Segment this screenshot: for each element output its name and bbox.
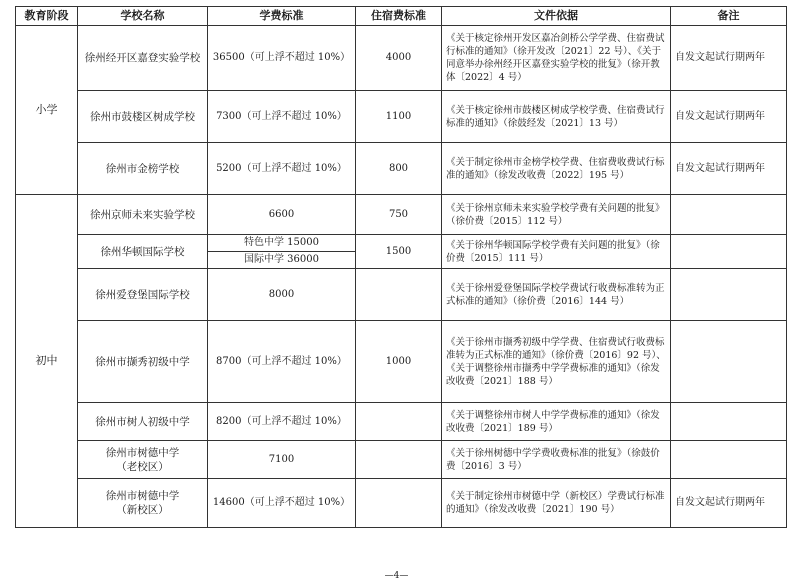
fee-table xyxy=(15,6,787,528)
note xyxy=(671,403,787,441)
header-row xyxy=(16,7,787,26)
school-name-line: 徐州市树德中学 xyxy=(105,446,180,459)
table-row xyxy=(16,403,787,441)
tuition-value: 36500（可上浮不超过 10%） xyxy=(208,26,356,91)
stage-junior: 初中 xyxy=(16,195,78,528)
note xyxy=(671,321,787,403)
header-tuition: 学费标准 xyxy=(208,7,356,26)
school-name: 徐州市撷秀初级中学 xyxy=(78,321,208,403)
dorm-fee: 1100 xyxy=(356,91,442,143)
school-name: 徐州京师未来实验学校 xyxy=(78,195,208,235)
tuition-value: 7300（可上浮不超过 10%） xyxy=(208,91,356,143)
tuition-value: 14600（可上浮不超过 10%） xyxy=(208,479,356,528)
table-row xyxy=(16,479,787,528)
tuition-value: 8000 xyxy=(208,269,356,321)
dorm-fee xyxy=(356,441,442,479)
stage-primary: 小学 xyxy=(16,26,78,195)
school-name xyxy=(78,479,208,528)
dorm-fee: 750 xyxy=(356,195,442,235)
doc-basis: 《关于徐州市撷秀初级中学学费、住宿费试行收费标准转为正式标准的通知》（徐价费〔2016〕92 号）、《关于调整徐州市撷秀中学学费标准的通知》（徐发改收费〔2021〕188 号） xyxy=(442,321,671,403)
note xyxy=(671,269,787,321)
doc-basis: 《关于徐州京师未来实验学校学费有关问题的批复》（徐价费〔2015〕112 号） xyxy=(442,195,671,235)
campus-label: （老校区） xyxy=(116,460,169,473)
doc-basis: 《关于调整徐州市树人中学学费标准的通知》（徐发改收费〔2021〕189 号） xyxy=(442,403,671,441)
header-stage: 教育阶段 xyxy=(16,7,78,26)
school-name: 徐州市树人初级中学 xyxy=(78,403,208,441)
campus-label: （新校区） xyxy=(116,504,169,516)
doc-basis: 《关于徐州华顿国际学校学费有关问题的批复》（徐价费〔2015〕111 号） xyxy=(442,235,671,269)
note xyxy=(671,441,787,479)
note xyxy=(671,195,787,235)
school-name: 徐州爱登堡国际学校 xyxy=(78,269,208,321)
doc-basis: 《关于徐州爱登堡国际学校学费试行收费标准转为正式标准的通知》（徐价费〔2016〕144 号） xyxy=(442,269,671,321)
doc-basis: 《关于制定徐州市金榜学校学费、住宿费收费试行标准的通知》（徐发改收费〔2022〕195 号） xyxy=(442,143,671,195)
note: 自发文起试行期两年 xyxy=(671,479,787,528)
header-doc: 文件依据 xyxy=(442,7,671,26)
school-name: 徐州华顿国际学校 xyxy=(78,235,208,269)
school-name xyxy=(78,441,208,479)
header-school: 学校名称 xyxy=(78,7,208,26)
header-dorm: 住宿费标准 xyxy=(356,7,442,26)
header-note: 备注 xyxy=(671,7,787,26)
table-row xyxy=(16,269,787,321)
table-row xyxy=(16,321,787,403)
dorm-fee xyxy=(356,403,442,441)
doc-basis: 《关于徐州树德中学学费收费标准的批复》（徐鼓价费〔2016〕3 号） xyxy=(442,441,671,479)
table-row xyxy=(16,441,787,479)
note: 自发文起试行期两年 xyxy=(671,26,787,91)
school-name: 徐州市鼓楼区树成学校 xyxy=(78,91,208,143)
tuition-value: 5200（可上浮不超过 10%） xyxy=(208,143,356,195)
tuition-value: 7100 xyxy=(208,441,356,479)
dorm-fee: 1000 xyxy=(356,321,442,403)
school-name: 徐州经开区嘉登实验学校 xyxy=(78,26,208,91)
tuition-sub-value: 国际中学 36000 xyxy=(208,252,356,269)
doc-basis: 《关于制定徐州市树德中学（新校区）学费试行标准的通知》（徐发改收费〔2021〕190 号） xyxy=(442,479,671,528)
page-number: —4— xyxy=(384,571,409,581)
table-row xyxy=(16,143,787,195)
note xyxy=(671,235,787,269)
dorm-fee: 1500 xyxy=(356,235,442,269)
note: 自发文起试行期两年 xyxy=(671,91,787,143)
school-name: 徐州市金榜学校 xyxy=(78,143,208,195)
school-name-line: 徐州市树德中学 xyxy=(105,490,180,502)
table-row xyxy=(16,195,787,235)
table-row xyxy=(16,26,787,91)
dorm-fee: 800 xyxy=(356,143,442,195)
tuition-value: 6600 xyxy=(208,195,356,235)
tuition-value: 8200（可上浮不超过 10%） xyxy=(208,403,356,441)
doc-basis: 《关于核定徐州市鼓楼区树成学校学费、住宿费试行标准的通知》（徐鼓经发〔2021〕13 号） xyxy=(442,91,671,143)
table-row xyxy=(16,91,787,143)
dorm-fee xyxy=(356,269,442,321)
tuition-value: 8700（可上浮不超过 10%） xyxy=(208,321,356,403)
note: 自发文起试行期两年 xyxy=(671,143,787,195)
dorm-fee: 4000 xyxy=(356,26,442,91)
tuition-sub-value: 特色中学 15000 xyxy=(208,235,356,252)
table-row xyxy=(16,235,787,252)
doc-basis: 《关于核定徐州开发区嘉冶剑桥公学学费、住宿费试行标准的通知》（徐开发改〔2021〕22 号）、《关于同意举办徐州经开区嘉登实验学校的批复》（徐开教体〔2022〕4 号） xyxy=(442,26,671,91)
dorm-fee xyxy=(356,479,442,528)
